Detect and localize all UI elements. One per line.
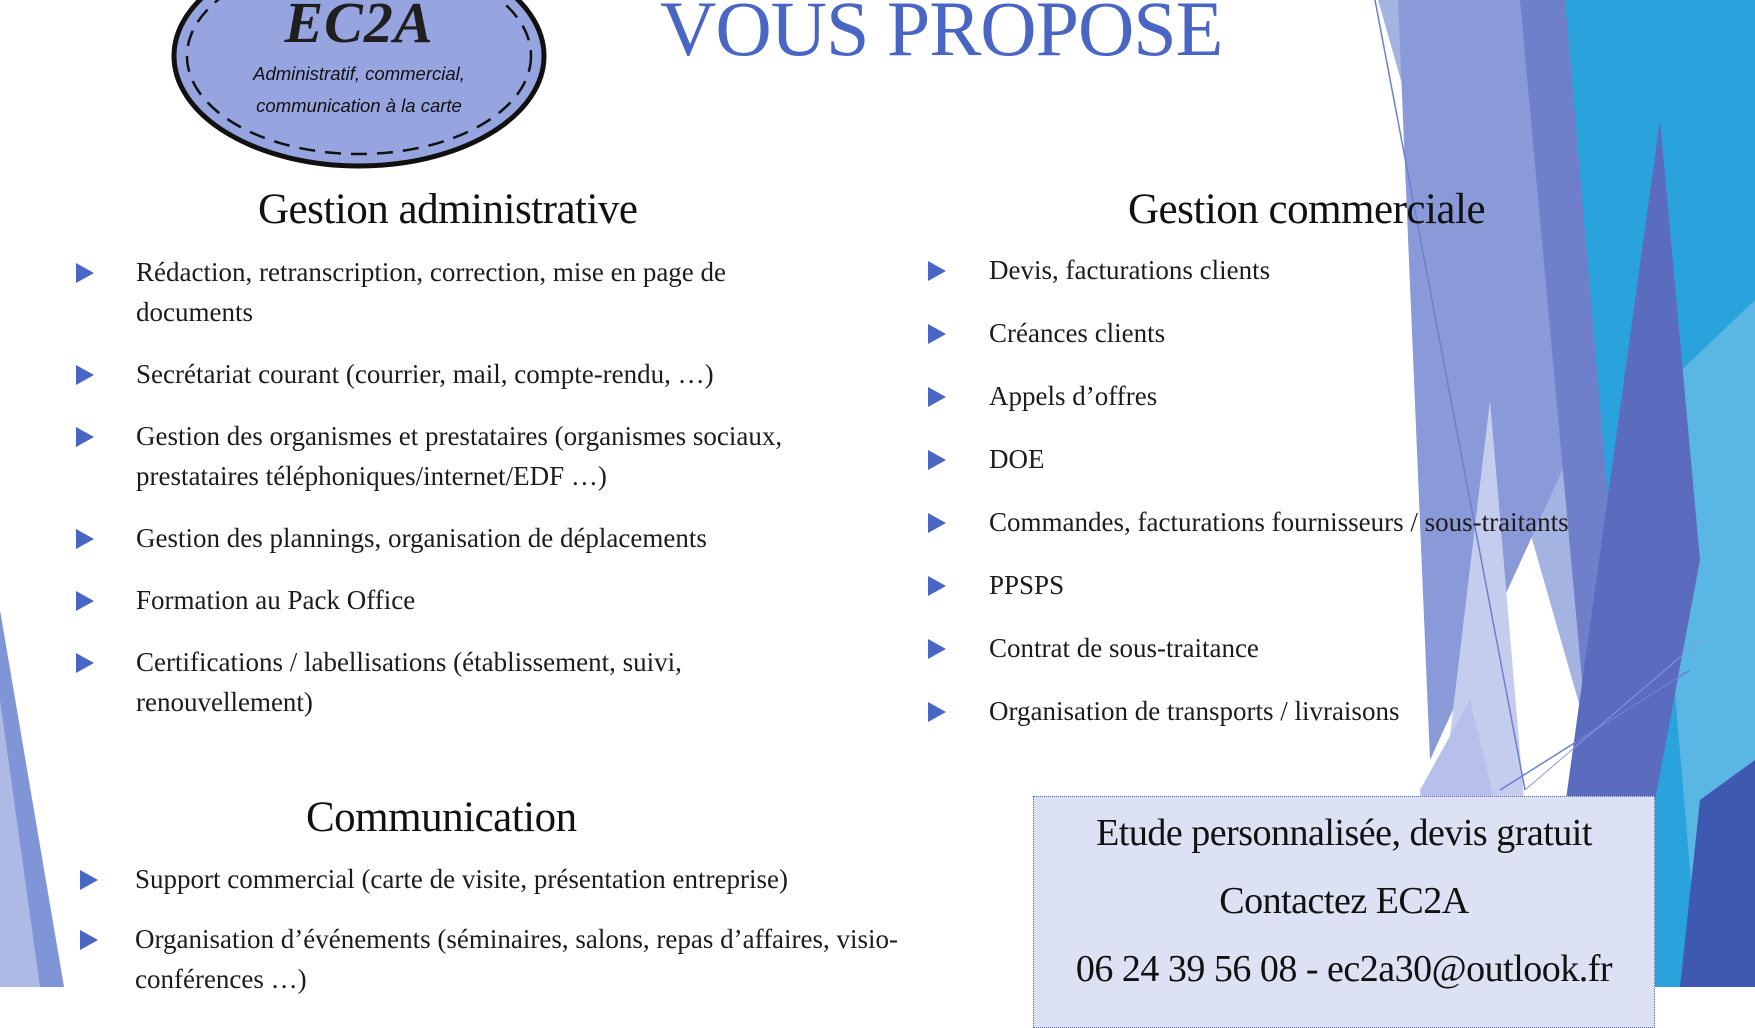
item-text: Gestion des organismes et prestataires (organismes sociaux, prestataires téléphoniques/internet/EDF …) (136, 421, 783, 491)
contact-phone-email[interactable]: 06 24 39 56 08 - ec2a30@outlook.fr (1075, 948, 1613, 990)
item-text: Contrat de sous-traitance (989, 633, 1259, 663)
list-item (928, 250, 1688, 290)
bullet-arrow-icon (928, 639, 946, 659)
item-text: Devis, facturations clients (989, 255, 1271, 285)
bullet-arrow-icon (928, 513, 946, 533)
list-item (80, 919, 920, 999)
item-text: Gestion des plannings, organisation de déplacements (136, 523, 707, 553)
item-list (76, 252, 816, 744)
bullet-arrow-icon (928, 702, 946, 722)
bullet-arrow-icon (928, 261, 946, 281)
bullet-arrow-icon (76, 263, 94, 283)
bullet-arrow-icon (80, 870, 98, 890)
item-text: Support commercial (carte de visite, présentation entreprise) (135, 864, 788, 894)
list-item (76, 642, 816, 722)
list-item (76, 416, 816, 496)
bullet-arrow-icon (76, 653, 94, 673)
list-item (928, 502, 1688, 542)
item-text: Organisation d’événements (séminaires, salons, repas d’affaires, visio-conférences …) (135, 924, 899, 994)
list-item (76, 580, 816, 620)
item-text: PPSPS (989, 570, 1065, 600)
list-item (76, 252, 816, 332)
item-text: Organisation de transports / livraisons (989, 696, 1400, 726)
bullet-arrow-icon (76, 591, 94, 611)
bullet-arrow-icon (76, 365, 94, 385)
item-text: Rédaction, retranscription, correction, mise en page de documents (136, 257, 727, 327)
item-text: Commandes, facturations fournisseurs / sous-traitants (989, 507, 1569, 537)
contact-cta: Contactez EC2A (1219, 880, 1469, 922)
list-item (928, 628, 1688, 668)
logo-brand: EC2A (284, 0, 434, 55)
contact-offer: Etude personnalisée, devis gratuit (1096, 812, 1592, 854)
item-list (928, 250, 1688, 754)
item-text: Appels d’offres (989, 381, 1158, 411)
list-item (76, 354, 816, 394)
logo-tagline-line1: Administratif, commercial, (253, 63, 465, 84)
list-item (80, 859, 920, 899)
logo-tagline (168, 58, 550, 122)
bullet-arrow-icon (928, 324, 946, 344)
bullet-arrow-icon (80, 930, 98, 950)
section-title: Gestion commerciale (1128, 186, 1486, 233)
item-text: Créances clients (989, 318, 1166, 348)
bullet-arrow-icon (76, 529, 94, 549)
list-item (928, 691, 1688, 731)
list-item (76, 518, 816, 558)
list-item (928, 313, 1688, 353)
item-text: DOE (989, 444, 1045, 474)
bullet-arrow-icon (76, 427, 94, 447)
section-title: Gestion administrative (258, 186, 638, 233)
logo (168, 0, 550, 172)
section-title: Communication (306, 794, 577, 841)
list-item (928, 439, 1688, 479)
bullet-arrow-icon (928, 450, 946, 470)
contact-box (1033, 796, 1655, 1028)
item-text: Certifications / labellisations (établissement, suivi, renouvellement) (136, 647, 682, 717)
item-list (80, 859, 920, 1019)
headline: VOUS PROPOSE (660, 0, 1223, 72)
item-text: Formation au Pack Office (136, 585, 416, 615)
list-item (928, 565, 1688, 605)
bullet-arrow-icon (928, 576, 946, 596)
list-item (928, 376, 1688, 416)
logo-tagline-line2: communication à la carte (256, 95, 462, 116)
item-text: Secrétariat courant (courrier, mail, compte-rendu, …) (136, 359, 714, 389)
bullet-arrow-icon (928, 387, 946, 407)
